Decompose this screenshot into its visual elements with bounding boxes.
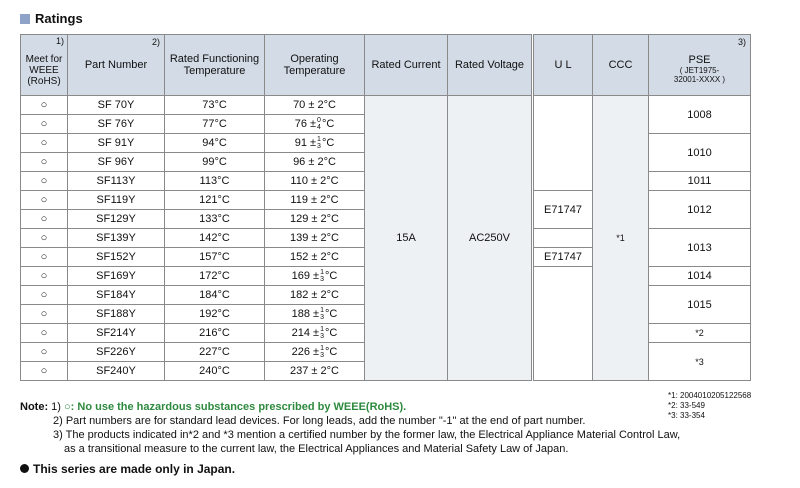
pse-cell: 1010 xyxy=(649,134,751,172)
note-1: Note: 1) ○: No use the hazardous substances prescribed by WEEE(RoHS). xyxy=(20,401,407,413)
weee-cell: ○ xyxy=(21,343,68,362)
part-number-cell: SF 91Y xyxy=(68,134,165,153)
pse-cell: 1011 xyxy=(649,172,751,191)
section-title xyxy=(20,11,83,26)
square-bullet-icon xyxy=(20,14,30,24)
header-rated-functioning-temperature: Rated Functioning Temperature xyxy=(165,35,265,96)
rated-voltage-cell: AC250V xyxy=(448,96,533,381)
rated-functioning-temp-cell: 216°C xyxy=(165,324,265,343)
header-pse: 3) PSE ( JET1975- 32001-XXXX ) xyxy=(649,35,751,96)
tolerance: 1 3 xyxy=(320,345,324,359)
rated-functioning-temp-cell: 227°C xyxy=(165,343,265,362)
operating-temp-cell: 129 ± 2°C xyxy=(265,210,365,229)
operating-temp-cell: 96 ± 2°C xyxy=(265,153,365,172)
weee-cell: ○ xyxy=(21,115,68,134)
rated-functioning-temp-cell: 99°C xyxy=(165,153,265,172)
pse-cell: 1012 xyxy=(649,191,751,229)
part-number-cell: SF184Y xyxy=(68,286,165,305)
rated-current-cell: 15A xyxy=(365,96,448,381)
weee-cell: ○ xyxy=(21,286,68,305)
rated-functioning-temp-cell: 77°C xyxy=(165,115,265,134)
tolerance: 1 3 xyxy=(320,307,324,321)
rated-functioning-temp-cell: 172°C xyxy=(165,267,265,286)
ul-cell: E71747 xyxy=(533,248,593,267)
part-number-cell: SF226Y xyxy=(68,343,165,362)
header-ul: U L xyxy=(533,35,593,96)
part-number-cell: SF152Y xyxy=(68,248,165,267)
ul-cell xyxy=(533,96,593,191)
note-3a: 3) The products indicated in*2 and *3 mention a certified number by the former law, the Electrical Appliance Material Control Law, xyxy=(53,429,681,441)
tolerance: 1 3 xyxy=(320,326,324,340)
legend-3: *3: 33-354 xyxy=(668,411,705,420)
operating-temp-cell: 139 ± 2°C xyxy=(265,229,365,248)
ccc-cell: *1 xyxy=(593,96,649,381)
part-number-cell: SF188Y xyxy=(68,305,165,324)
weee-cell: ○ xyxy=(21,267,68,286)
pse-cell: *3 xyxy=(649,343,751,381)
header-operating-temperature: Operating Temperature xyxy=(265,35,365,96)
part-number-cell: SF119Y xyxy=(68,191,165,210)
rated-functioning-temp-cell: 133°C xyxy=(165,210,265,229)
weee-cell: ○ xyxy=(21,134,68,153)
notes xyxy=(20,400,680,456)
operating-temp-cell: 119 ± 2°C xyxy=(265,191,365,210)
pse-cell: 1013 xyxy=(649,229,751,267)
operating-temp-cell: 237 ± 2°C xyxy=(265,362,365,381)
operating-temp-cell: 188 ± 1 3 °C xyxy=(265,305,365,324)
tolerance: 1 3 xyxy=(317,136,321,150)
operating-temp-cell: 182 ± 2°C xyxy=(265,286,365,305)
ratings-table xyxy=(20,34,751,381)
operating-temp-cell: 169 ± 1 3 °C xyxy=(265,267,365,286)
rated-functioning-temp-cell: 240°C xyxy=(165,362,265,381)
rated-functioning-temp-cell: 121°C xyxy=(165,191,265,210)
rated-functioning-temp-cell: 184°C xyxy=(165,286,265,305)
part-number-cell: SF113Y xyxy=(68,172,165,191)
weee-cell: ○ xyxy=(21,229,68,248)
part-number-cell: SF240Y xyxy=(68,362,165,381)
weee-cell: ○ xyxy=(21,172,68,191)
part-number-cell: SF 70Y xyxy=(68,96,165,115)
weee-cell: ○ xyxy=(21,191,68,210)
part-number-cell: SF 96Y xyxy=(68,153,165,172)
legend-2: *2: 33-549 xyxy=(668,401,705,410)
weee-cell: ○ xyxy=(21,305,68,324)
weee-cell: ○ xyxy=(21,153,68,172)
operating-temp-cell: 91 ± 1 3 °C xyxy=(265,134,365,153)
weee-cell: ○ xyxy=(21,96,68,115)
rated-functioning-temp-cell: 73°C xyxy=(165,96,265,115)
weee-cell: ○ xyxy=(21,324,68,343)
tolerance: 1 3 xyxy=(320,269,324,283)
pse-cell: *2 xyxy=(649,324,751,343)
pse-cell: 1015 xyxy=(649,286,751,324)
pse-cell: 1014 xyxy=(649,267,751,286)
part-number-cell: SF214Y xyxy=(68,324,165,343)
note-3b: as a transitional measure to the current law, the Electrical Appliances and Material Safety Law of Japan. xyxy=(64,443,569,455)
operating-temp-cell: 152 ± 2°C xyxy=(265,248,365,267)
footnote-legend xyxy=(668,391,751,421)
part-number-cell: SF 76Y xyxy=(68,115,165,134)
rated-functioning-temp-cell: 192°C xyxy=(165,305,265,324)
table-header-row xyxy=(21,35,751,96)
ul-cell xyxy=(533,229,593,248)
pse-cell: 1008 xyxy=(649,96,751,134)
header-rated-voltage: Rated Voltage xyxy=(448,35,533,96)
header-ccc: CCC xyxy=(593,35,649,96)
ul-cell: E71747 xyxy=(533,191,593,229)
part-number-cell: SF169Y xyxy=(68,267,165,286)
weee-cell: ○ xyxy=(21,248,68,267)
rated-functioning-temp-cell: 142°C xyxy=(165,229,265,248)
weee-cell: ○ xyxy=(21,362,68,381)
header-part-number: 2) Part Number xyxy=(68,35,165,96)
legend-1: *1: 2004010205122568 xyxy=(668,391,752,400)
header-weee: 1) Meet for WEEE (RoHS) xyxy=(21,35,68,96)
note-2: 2) Part numbers are for standard lead devices. For long leads, add the number "-1" at the end of part number. xyxy=(53,415,586,427)
header-rated-current: Rated Current xyxy=(365,35,448,96)
weee-cell: ○ xyxy=(21,210,68,229)
rated-functioning-temp-cell: 157°C xyxy=(165,248,265,267)
rated-functioning-temp-cell: 113°C xyxy=(165,172,265,191)
part-number-cell: SF139Y xyxy=(68,229,165,248)
table-body xyxy=(21,96,751,381)
operating-temp-cell: 226 ± 1 3 °C xyxy=(265,343,365,362)
operating-temp-cell: 76 ± 0 4 °C xyxy=(265,115,365,134)
operating-temp-cell: 70 ± 2°C xyxy=(265,96,365,115)
table-row xyxy=(21,96,751,115)
footer-note: This series are made only in Japan. xyxy=(20,462,235,476)
rated-functioning-temp-cell: 94°C xyxy=(165,134,265,153)
section-title-text: Ratings xyxy=(35,11,83,26)
operating-temp-cell: 214 ± 1 3 °C xyxy=(265,324,365,343)
bullet-icon xyxy=(20,464,29,473)
ul-cell xyxy=(533,267,593,381)
tolerance: 0 4 xyxy=(317,117,321,131)
part-number-cell: SF129Y xyxy=(68,210,165,229)
operating-temp-cell: 110 ± 2°C xyxy=(265,172,365,191)
